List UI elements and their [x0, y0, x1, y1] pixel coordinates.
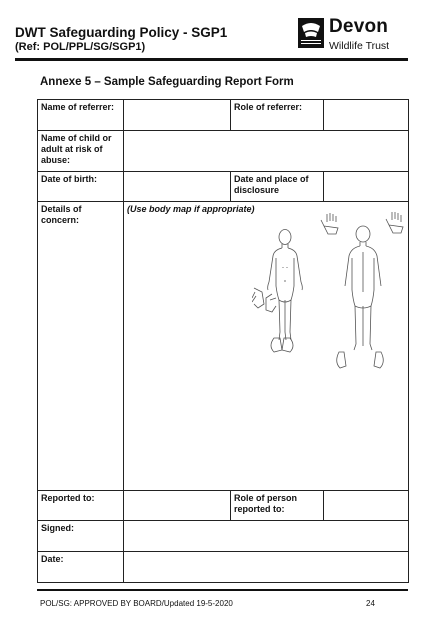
date-place-disclosure-label: Date and place of disclosure [231, 172, 324, 202]
date-of-birth-label: Date of birth: [38, 172, 124, 202]
body-map-note: (Use body map if appropriate) [127, 204, 255, 214]
role-reported-to-field[interactable] [324, 491, 409, 521]
devon-wildlife-trust-logo [298, 16, 428, 52]
name-of-child-label: Name of child or adult at risk of abuse: [38, 131, 124, 172]
date-place-disclosure-field[interactable] [324, 172, 409, 202]
page-reference: (Ref: POL/PPL/SG/SGP1) [15, 41, 146, 53]
date-field[interactable] [124, 552, 409, 583]
safeguarding-report-form [37, 99, 409, 583]
signed-field[interactable] [124, 521, 409, 552]
body-back-figure [345, 226, 381, 350]
date-label: Date: [38, 552, 124, 583]
page-title: DWT Safeguarding Policy - SGP1 [15, 25, 228, 40]
badger-logo-icon [298, 18, 324, 48]
name-of-referrer-label: Name of referrer: [38, 100, 124, 131]
header-divider [15, 58, 408, 61]
body-map-illustration [252, 212, 412, 372]
date-of-birth-field[interactable] [124, 172, 231, 202]
reported-to-field[interactable] [124, 491, 231, 521]
details-of-concern-field[interactable] [124, 202, 409, 491]
footer-text: POL/SG: APPROVED BY BOARD/Updated 19-5-2020 [40, 599, 233, 608]
logo-subtitle: Wildlife Trust [329, 40, 390, 52]
role-reported-to-label: Role of person reported to: [231, 491, 324, 521]
hands-lower-detail [252, 288, 276, 312]
name-of-referrer-field[interactable] [124, 100, 231, 131]
logo-name: Devon [329, 16, 389, 37]
hands-top-detail [321, 212, 403, 234]
page-number: 24 [366, 599, 375, 608]
reported-to-label: Reported to: [38, 491, 124, 521]
annex-title: Annexe 5 – Sample Safeguarding Report Form [40, 76, 294, 88]
role-of-referrer-label: Role of referrer: [231, 100, 324, 131]
footer-divider [37, 589, 408, 591]
body-front-figure [268, 230, 303, 341]
details-of-concern-label: Details of concern: [38, 202, 124, 491]
name-of-child-field[interactable] [124, 131, 409, 172]
role-of-referrer-field[interactable] [324, 100, 409, 131]
signed-label: Signed: [38, 521, 124, 552]
feet-detail [271, 338, 383, 368]
